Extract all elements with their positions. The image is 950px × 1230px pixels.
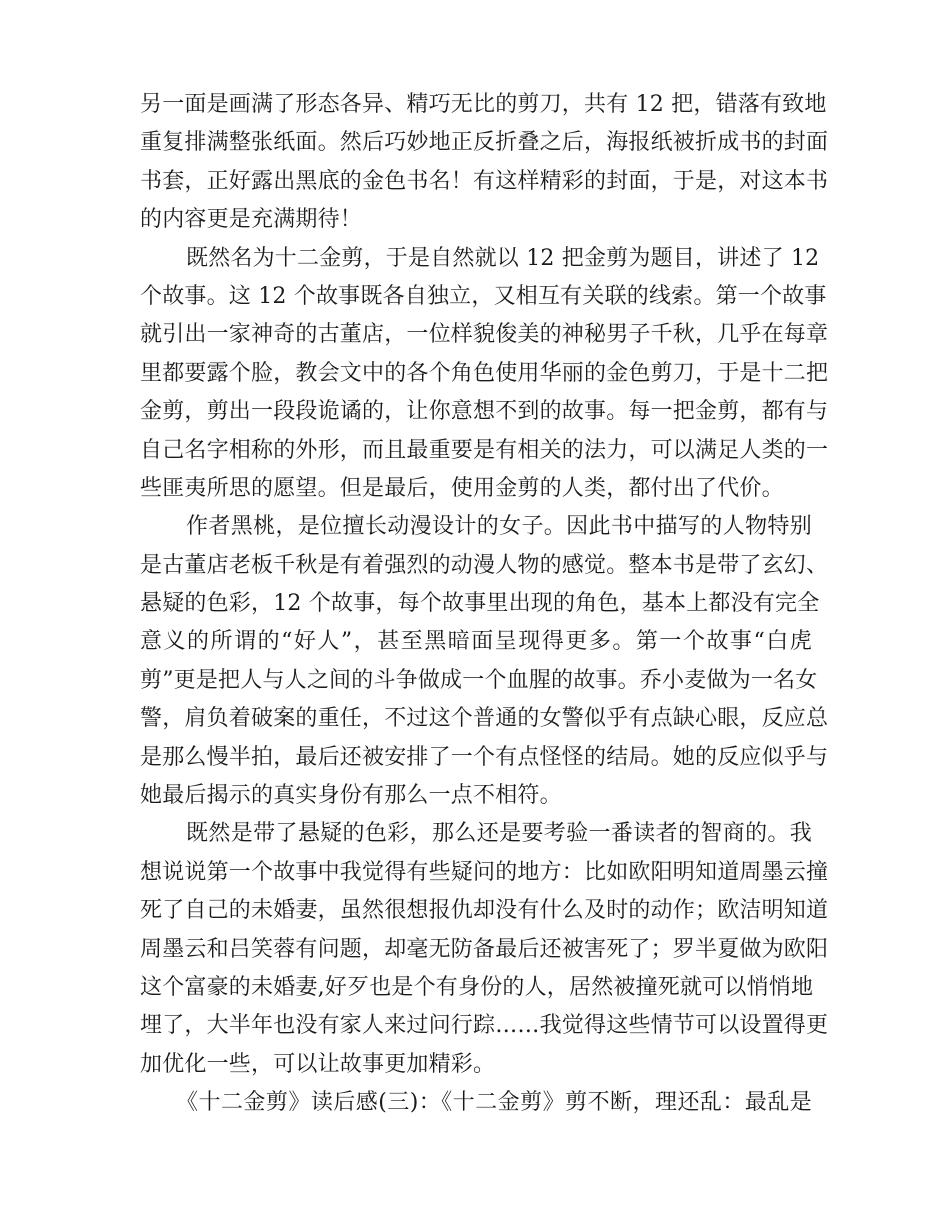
text-line: 埋了，大半年也没有家人来过问行踪……我觉得这些情节可以设置得更	[140, 1013, 829, 1039]
text-line: 就引出一家神奇的古董店，一位样貌俊美的神秘男子千秋，几乎在每章	[140, 322, 829, 348]
text-line: 些匪夷所思的愿望。但是最后，使用金剪的人类，都付出了代价。	[140, 475, 784, 501]
text-line: 的内容更是充满期待！	[140, 207, 363, 233]
text-line: 是古董店老板千秋是有着强烈的动漫人物的感觉。整本书是带了玄幻、	[140, 552, 829, 578]
text-line: 另一面是画满了形态各异、精巧无比的剪刀，共有 12 把，错落有致地	[140, 92, 827, 117]
text-line: 加优化一些，可以让故事更加精彩。	[140, 1051, 496, 1077]
text-line: 金剪，剪出一段段诡谲的，让你意想不到的故事。每一把金剪，都有与	[140, 399, 829, 425]
text-line: 意义的所谓的“好人”，甚至黑暗面呈现得更多。第一个故事“白虎	[140, 629, 812, 655]
text-line: 《十二金剪》读后感(三)：《十二金剪》剪不断，理还乱：最乱是	[176, 1090, 812, 1116]
text-line: 是那么慢半拍，最后还被安排了一个有点怪怪的结局。她的反应似乎与	[140, 744, 829, 770]
text-line: 周墨云和吕笑蓉有问题，却毫无防备最后还被害死了；罗半夏做为欧阳	[140, 936, 829, 962]
text-line: 剪”更是把人与人之间的斗争做成一个血腥的故事。乔小麦做为一名女	[140, 667, 818, 693]
text-line: 书套，正好露出黑底的金色书名！有这样精彩的封面，于是，对这本书	[140, 168, 829, 194]
text-line: 里都要露个脸，教会文中的各个角色使用华丽的金色剪刀，于是十二把	[140, 360, 829, 386]
text-line: 作者黑桃，是位擅长动漫设计的女子。因此书中描写的人物特别	[186, 514, 812, 540]
text-line: 既然是带了悬疑的色彩，那么还是要考验一番读者的智商的。我	[186, 821, 812, 847]
text-line: 这个富豪的未婚妻,好歹也是个有身份的人，居然被撞死就可以悄悄地	[140, 974, 814, 1000]
document-page	[140, 86, 829, 1123]
text-line: 她最后揭示的真实身份有那么一点不相符。	[140, 783, 562, 809]
body-text	[140, 86, 829, 1123]
text-line: 既然名为十二金剪，于是自然就以 12 把金剪为题目，讲述了 12	[186, 245, 820, 271]
text-line: 自己名字相称的外形，而且最重要是有相关的法力，可以满足人类的一	[140, 437, 829, 463]
text-line: 悬疑的色彩，12 个故事，每个故事里出现的角色，基本上都没有完全	[140, 591, 820, 617]
text-line: 死了自己的未婚妻，虽然很想报仇却没有什么及时的动作；欧洁明知道	[140, 898, 829, 924]
text-line: 想说说第一个故事中我觉得有些疑问的地方：比如欧阳明知道周墨云撞	[140, 859, 829, 885]
text-line: 重复排满整张纸面。然后巧妙地正反折叠之后，海报纸被折成书的封面	[140, 130, 829, 156]
text-line: 个故事。这 12 个故事既各自独立，又相互有关联的线索。第一个故事	[140, 283, 827, 309]
text-line: 警，肩负着破案的重任，不过这个普通的女警似乎有点缺心眼，反应总	[140, 706, 829, 732]
